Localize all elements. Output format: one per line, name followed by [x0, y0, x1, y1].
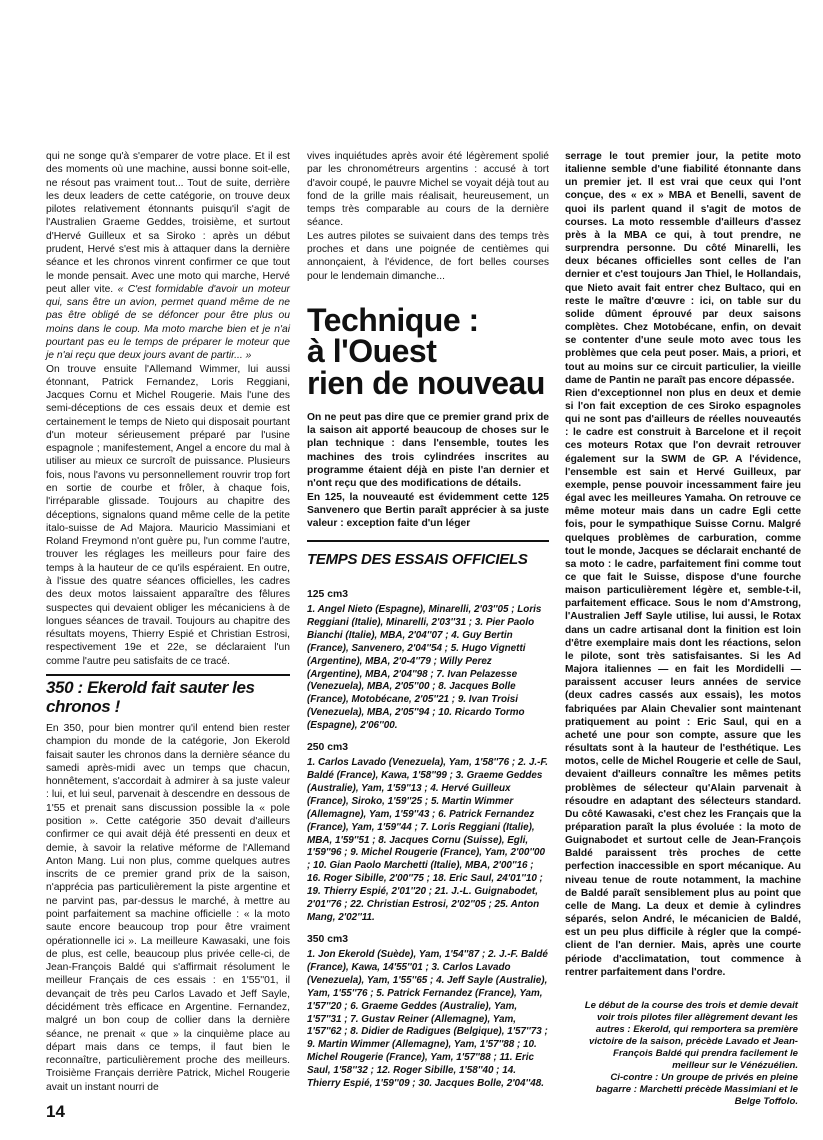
subheading-350: 350 : Ekerold fait sauter les chronos ! — [46, 677, 255, 716]
results-125: 1. Angel Nieto (Espagne), Minarelli, 2'03''05 ; Loris Reggiani (Italie), Minarelli, 2'03''31 ; 3. Pier Paolo Bianchi (Italie), MBA, 2'04''07 ; 4. Guy Bertin (France), Sanvenero, 2'04''54 ; 5. Hugo Vignetti (Argentine), MBA, 2'0-4''79 ; Willy Perez (Argentine), MBA, 2'04''98 ; 7. Ivan Pelazesse (Venezuela), MBA, 2'05''00 ; 8. Jacques Bolle (France), Motobécane, 2'05''21 ; 9. Ivan Troisi (Venezuela), MBA, 2'05''94 ; 10. Ricardo Tormo (Espagne), 2'06''00. — [307, 604, 542, 732]
body-paragraph: Les autres pilotes se suivaient dans des temps très proches et dans une poignée de centièmes qui annonçaient, à l'évidence, de fort belles courses pour le lendemain dimanche... — [307, 230, 549, 282]
results-350: 1. Jon Ekerold (Suède), Yam, 1'54''87 ; 2. J.-F. Baldé (France), Kawa, 14'55''01 ; 3. Carlos Lavado (Venezuela), Yam, 1'55''65 ; 4. Jeff Sayle (Australie), Yam, 1'55''76 ; 5. Patrick Fernandez (France), Yam, 1'57''20 ; 6. Graeme Geddes (Australie), Yam, 1'57''31 ; 7. Gustav Reiner (Allemagne), Yam, 1'57''62 ; 8. Didier de Radigues (Belgique), 1'57''73 ; 9. Martin Wimmer (Allemagne), Yam, 1'57''88 ; 10. Michel Rougerie (France), Yam, 1'57''88 ; 11. Eric Saul, 1'58''32 ; 12. Roger Sibille, 1'58''40 ; 14. Thierry Espié, 1'59''09 ; 30. Jacques Bolle, 2'04''48. — [307, 949, 548, 1089]
caption-text: Le début de la course des trois et demie devait voir trois pilotes filer allègrement devant les autres : Ekerold, qui remportera sa première victoire de la saison, précède Lavado et Jean-François Baldé qui prendra facilement le meilleur sur le Vénézuélien. — [584, 1000, 798, 1071]
article-column-3 — [565, 150, 801, 979]
category-350-label: 350 cm3 — [307, 933, 349, 945]
technique-heading: Technique : à l'Ouest rien de nouveau — [307, 301, 545, 401]
body-paragraph: Rien d'exceptionnel non plus en deux et demie si l'on fait exception de ces Siroko espagnoles qui ne sont pas d'ailleurs de réelles nouveautés : le cadre est construit à Barcelone et il reçoit ces moteurs Rotax que l'on devrait retrouver également sur la SWM de GP. A l'évidence, l'ensemble est sain et Hervé Guilleux, par exemple, pense pouvoir incessamment faire jeu égal avec les meilleures Yamaha. On retrouve ce même moteur mais dans un cadre Egli cette fois, pour le sympathique Suisse Cornu. Malgré quelques problèmes de carburation, comme tout le monde, Jacques se déclarait enchanté de sa moto : le cadre, parfaitement fini comme tout ce que fait le Suisse, dispose d'une fourche maison particulièrement légère et, semble-t-il, parfaitement efficace. Sous le nom d'Amstrong, l'Australien Jeff Sayle utilise, lui aussi, le Rotax dans un cadre artisanal dont la finition est loin d'être exemplaire mais dont les réactions, selon le pilote, sont très satisfaisantes. Si les Ad Majora italiennes — en fait les Mordidelli — paraissent accuser leurs années de service (deux cadres cassés aux essais), les motos fabriquées par Alain Chevalier sont maintenant pratiquement au point : Eric Saul, qui en a acheté une pour son compte, assure que les résultats sont à la hauteur de l'esthétique. Les motos, celle de Michel Rougerie et celle de Saul, devaient d'ailleurs connaître les mêmes petits problèmes de sélecteur qu'Alain parvenait à résoudre en adaptant des sélecteurs standard. Du côté Kawasaki, c'est chez les Français que la préparation paraît la plus évoluée : la moto de Guignabodet et surtout celle de Jean-François Baldé paraissent très proches de cette perfection inaccessible en sport mécanique. Au niveau tenue de route notamment, la machine de Baldé paraît sensiblement plus au point que celle de Mang. La deux et demie à cylindres séparés, selon André, le mécanicien de Baldé, est un peu plus difficile à régler que la compé-client de l'an dernier. Mais, après une courte période d'acclimatation, tout commence à rentrer parfaitement dans l'ordre. — [565, 387, 801, 978]
lead-paragraph: En 125, la nouveauté est évidemment cette 125 Sanvenero que Bertin paraît apprécier à sa juste valeur : exception faite d'un léger — [307, 491, 549, 530]
results-box — [307, 540, 549, 1090]
body-paragraph: qui ne songe qu'à s'emparer de votre place. Et il est des moments où une machine, aussi bonne soit-elle, ne résout pas vraiment tout... Tout de suite, derrière les deux leaders de cette catégorie, on trouve deux pilotes relativement étonnants puisqu'il s'agit de l'Australien Graeme Geddes, troisième, et surtout d'Hervé Guilleux et sa Siroko : après un début prudent, Hervé s'est mis à attaquer dans la dernière séance et les chronos vinrent confirmer ce que tout le monde pensait. Avec une moto qui marche, Hervé peut aller vite. « C'est formidable d'avoir un moteur qui, sans être un avion, permet quand même de ne pas être obligé de se défoncer pour être plus ou moins dans le coup. Ma moto marche bien et je n'ai pourtant pas eu le temps de préparer le moteur que je n'ai reçu que deux jours avant de partir... » — [46, 151, 290, 362]
page-number: 14 — [46, 1102, 65, 1121]
category-125-label: 125 cm3 — [307, 588, 349, 600]
photo-caption — [580, 1000, 798, 1108]
lead-paragraph: On ne peut pas dire que ce premier grand prix de la saison ait apporté beaucoup de choses sur le plan technique : dans l'ensemble, toutes les machines des trois cylindrées inscrites au programme étaient déjà en piste l'an dernier et n'ont reçu que des modifications de détails. — [307, 411, 549, 490]
caption-text: Ci-contre : Un groupe de privés en pleine bagarre : Marchetti précède Massimiani et le Belge Toffolo. — [595, 1071, 798, 1107]
body-paragraph: serrage le tout premier jour, la petite moto italienne semble d'une fiabilité étonnante dans un premier jet. Il est vrai que ceux qui l'ont conçue, des « ex » MBA et Benelli, savent de quoi ils parlent quand il s'agit de motos de courses. La moto ressemble d'ailleurs d'assez près à la MBA ce qui, à tout prendre, ne surprendra personne. Du côté Minarelli, les deux bécanes officielles sont celles de l'an dernier et c'est toujours Jan Thiel, le Hollandais, que Nieto avait fait entrer chez Bultaco, qui en reste le maître d'œuvre : ici, on table sur du solide dûment éprouvé par deux saisons complètes. Chez Motobécane, enfin, on devait se contenter d'une seule moto avec tous les problèmes que cela peut poser. Mais, a priori, et tout au moins sur ce circuit particulier, la vieille dame de Pantin ne paraît pas encore dépassée. — [565, 151, 801, 386]
guilleux-quote: « C'est formidable d'avoir un moteur qui, sans être un avion, permet quand même de ne pas être obligé de se défoncer pour être plus ou moins dans le coup. Ma moto marche bien et je n'ai pourtant pas eu le temps de préparer le moteur que je n'ai reçu que deux jours avant de partir... » — [46, 283, 290, 362]
results-title: TEMPS DES ESSAIS OFFICIELS — [307, 551, 528, 569]
article-column-1 — [46, 150, 290, 1094]
body-paragraph: vives inquiétudes après avoir été légèrement spolié par les chronométreurs argentins : accusé à tort d'avoir coupé, le pauvre Michel se voyait déjà tout au fond de la grille mais réalisait, heureusement, un temps très comparable au cours de la dernière séance. — [307, 151, 549, 229]
body-paragraph: En 350, pour bien montrer qu'il entend bien rester champion du monde de la catégorie, Jon Ekerold faisait sauter les chronos dans la dernière séance du samedi après-midi avec un temps que chacun, honnêtement, s'accordait à admirer à sa juste valeur : lui, et lui seul, parvenait à descendre en dessous de 1'55 et prenait sans discussion possible la « pole position ». Cette catégorie 350 devait d'ailleurs confirmer ce qui avait déjà été pressenti en deux et demie, à savoir la relative méforme de l'Allemand Anton Mang. Lui non plus, comme quelques autres inscrits de ce premier grand prix de la saison, n'apprécia pas particulièrement la piste argentine et ne parvint pas, par-dessus le marché, à mettre au point parfaitement sa machine officielle : « la moto saute encore beaucoup trop pour être vraiment opérationnelle ici ». La meilleure Kawasaki, une fois de plus, est celle, beaucoup plus privée celle-ci, de Jean-François Baldé qui s'affirmait résolument le meilleur Français de ces essais : en 1'55''01, il devançait de très peu Carlos Lavado et Jeff Sayle, décidément très efficace en Argentine. Fernandez, malgré un bon coup de collier dans la dernière séance, ne prenait « que » la cinquième place au départ mais dans ce temps, il faut bien le reconnaître, particulièrement proche des meilleurs. Troisième Français derrière Patrick, Michel Rougerie avait un instant nourri de — [46, 723, 290, 1093]
category-250-label: 250 cm3 — [307, 741, 349, 753]
results-250: 1. Carlos Lavado (Venezuela), Yam, 1'58''76 ; 2. J.-F. Baldé (France), Kawa, 1'58''99 ; 3. Graeme Geddes (Australie), Yam, 1'59''13 ; 4. Hervé Guilleux (France), Siroko, 1'59''25 ; 5. Martin Wimmer (Allemagne), Yam, 1'59''43 ; 6. Patrick Fernandez (France), Yam, 1'59''44 ; 7. Loris Reggiani (Italie), MBA, 1'59''51 ; 8. Jacques Cornu (Suisse), Egli, 1'59''96 ; 9. Michel Rougerie (France), Yam, 2'00''00 ; 10. Gian Paolo Marchetti (Italie), MBA, 2'00''16 ; 16. Roger Sibille, 2'00''75 ; 18. Eric Saul, 24'01''10 ; 19. Thierry Espié, 2'01''20 ; 21. J.-L. Guignabodet, 2'01''76 ; 22. Christian Estrosi, 2'02''05 ; 25. Anton Mang, 2'02''11. — [307, 757, 549, 923]
body-paragraph: On trouve ensuite l'Allemand Wimmer, lui aussi étonnant, Patrick Fernandez, Loris Reggiani, Jacques Cornu et Michel Rougerie. Mais l'une des semi-déceptions de ces essais deux et demie est certainement le temps de Nieto qui disposait pourtant d'un moteur sérieusement préparé par l'usine espagnole ; manifestement, Angel a encore du mal à utiliser au mieux ce surcroît de puissance. Plusieurs fois, nous l'avons vu personnellement rouvrir trop fort en sortie de courbe et frôler, à chaque fois, l'irréparable glissade. Toujours au chapitre des déceptions, signalons quand même celle de la petite italo-suisse de Ad Majora. Mauricio Massimiani et Roland Freymond n'ont guère pu, l'un comme l'autre, trouver les réglages les meilleurs pour faire des temps à la hauteur de ce qu'ils espéraient. En outre, à l'issue des quatre séances officielles, les cadres des deux motos laissaient apparaître des fêlures suspectes qui devaient obliger les mécaniciens à de longues séances de travail. Toujours au chapitre des résultats moyens, Thierry Espié et Christian Estrosi, respectivement 19e et 22e, se déclaraient l'un comme l'autre peu satisfaits de ce tracé. — [46, 363, 290, 667]
section-350 — [46, 674, 290, 1094]
article-column-2 — [307, 150, 549, 1091]
